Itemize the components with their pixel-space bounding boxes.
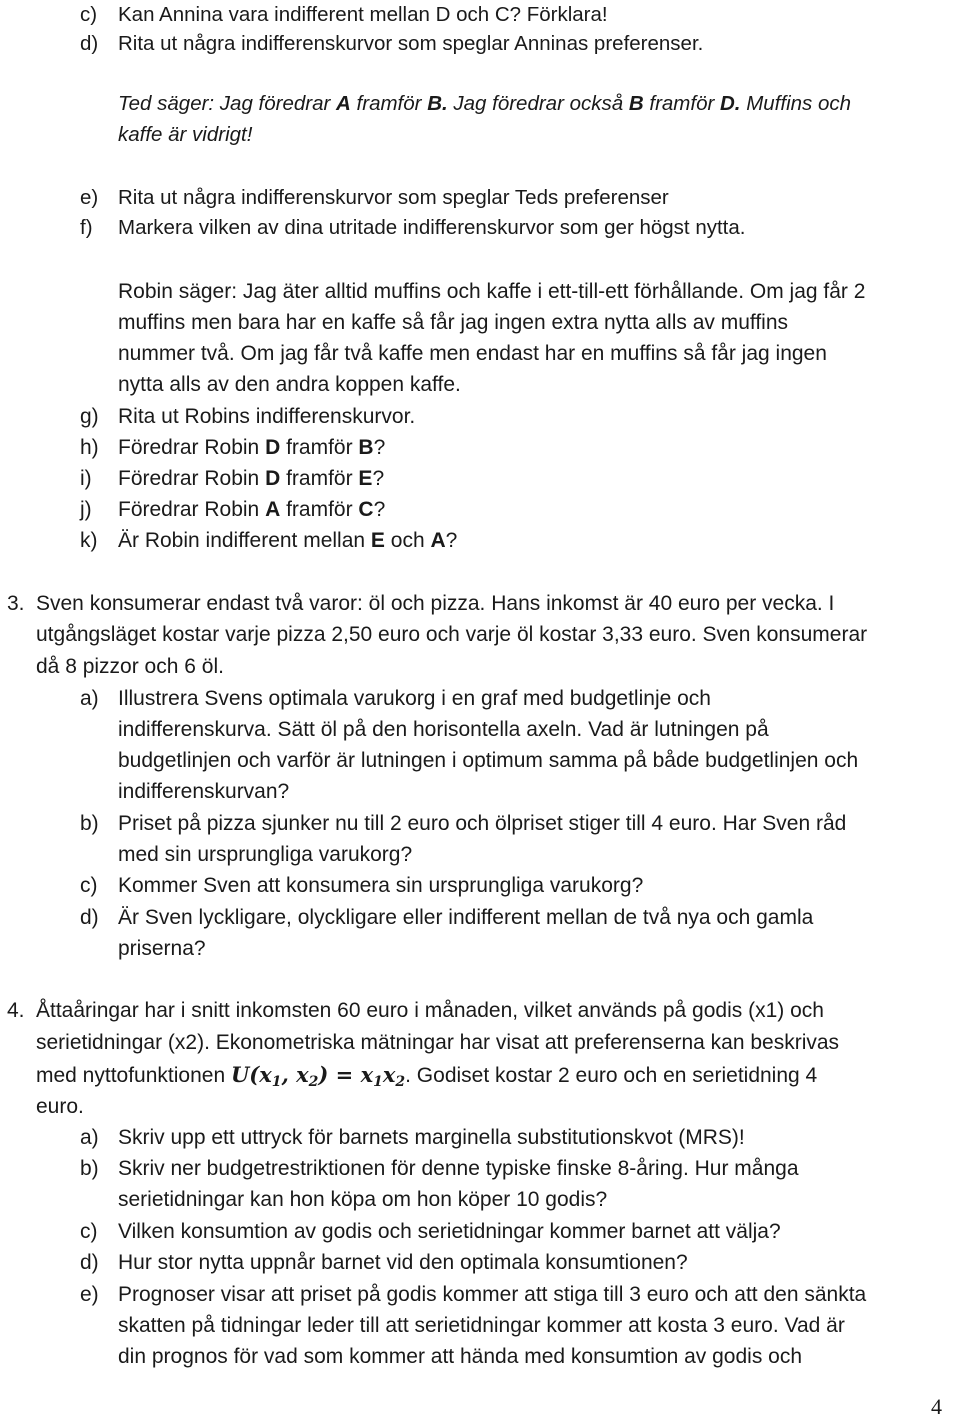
q3-item-b-line-2: med sin ursprungliga varukorg? (118, 843, 413, 866)
q3-item-d-line-2: priserna? (118, 937, 206, 960)
q3-item-a-line-4: indifferenskurvan? (118, 780, 290, 803)
q4-line-3: med nyttofunktionen $U(x_1$, $x_2) = x_1x_2$. Godiset kostar 2 euro och en serietidning 4 (36, 1062, 818, 1090)
item-h-robin: h) Föredrar Robin D framför B? (80, 436, 386, 459)
item-marker: d) (80, 32, 99, 55)
robin-line-3: nummer två. Om jag får två kaffe men endast har en muffins så får jag ingen (118, 342, 827, 365)
item-k-robin: k) Är Robin indifferent mellan E och A? (80, 529, 458, 552)
item-marker: f) (80, 216, 93, 239)
item-marker: h) (80, 436, 99, 459)
q3-item-a-line-3: budgetlinjen och varför är lutningen i optimum samma på både budgetlinjen och (118, 749, 859, 772)
q4-item-b-line-1: Skriv ner budgetrestriktionen för denne typiske finske 8-åring. Hur många (118, 1157, 799, 1180)
item-g-robin: g) Rita ut Robins indifferenskurvor. (80, 405, 416, 428)
q4-item-e-line-2: skatten på tidningar leder till att serietidningar kommer att kosta 3 euro. Vad är (118, 1314, 845, 1337)
q3-item-c-marker: c) (80, 874, 98, 897)
q3-item-d-marker: d) (80, 906, 99, 929)
q4-line-2: serietidningar (x2). Ekonometriska mätningar har visat att preferenserna kan beskrivas (36, 1031, 840, 1054)
item-d-top (80, 31, 703, 57)
ted-statement-line-1: Ted säger: Jag föredrar A framför B. Jag föredrar också B framför D. Muffins och (118, 92, 852, 115)
q3-line-3: då 8 pizzor och 6 öl. (36, 655, 224, 678)
q4-item-d-marker: d) (80, 1251, 99, 1274)
item-text: Markera vilken av dina utritade indifferenskurvor som ger högst nytta. (118, 216, 746, 239)
q4-item-b-line-2: serietidningar kan hon köpa om hon köper 10 godis? (118, 1188, 608, 1211)
item-marker: g) (80, 405, 99, 428)
q3-item-d-line-1: Är Sven lyckligare, olyckligare eller indifferent mellan de två nya och gamla (118, 906, 814, 929)
q4-item-b-marker: b) (80, 1157, 99, 1180)
robin-line-2: muffins men bara har en kaffe så får jag ingen extra nytta alls av muffins (118, 311, 789, 334)
q3-item-a-line-2: indifferenskurva. Sätt öl på den horisontella axeln. Vad är lutningen på (118, 718, 769, 741)
q3-item-a-marker: a) (80, 687, 99, 710)
q3-number: 3. (7, 592, 25, 615)
item-i-robin: i) Föredrar Robin D framför E? (80, 467, 385, 490)
q4-item-e-line-1: Prognoser visar att priset på godis kommer att stiga till 3 euro och att den sänkta (118, 1283, 867, 1306)
q4-number: 4. (7, 999, 25, 1022)
q3-item-a-line-1: Illustrera Svens optimala varukorg i en graf med budgetlinje och (118, 687, 711, 710)
q4-item-a-line-1: Skriv upp ett uttryck för barnets marginella substitutionskvot (MRS)! (118, 1126, 745, 1149)
item-marker: c) (80, 3, 98, 26)
item-f-ted (80, 215, 745, 241)
utility-formula: $U(x_1$, $x_2) = x_1x_2$ (230, 1062, 406, 1090)
robin-line-1: Robin säger: Jag äter alltid muffins och kaffe i ett-till-ett förhållande. Om jag får 2 (118, 280, 866, 303)
q4-item-a-marker: a) (80, 1126, 99, 1149)
item-c-top (80, 2, 608, 28)
q3-line-2: utgångsläget kostar varje pizza 2,50 euro och varje öl kostar 3,33 euro. Sven konsumerar (36, 623, 868, 646)
q4-line-4: euro. (36, 1095, 84, 1118)
q3-item-b-marker: b) (80, 812, 99, 835)
item-marker: i) (80, 467, 92, 490)
q4-item-c-marker: c) (80, 1220, 98, 1243)
q4-item-e-marker: e) (80, 1283, 99, 1306)
item-text: Rita ut några indifferenskurvor som speglar Teds preferenser (118, 186, 669, 209)
item-j-robin: j) Föredrar Robin A framför C? (80, 498, 386, 521)
ted-statement-line-2: kaffe är vidrigt! (118, 123, 253, 146)
q3-item-c-line-1: Kommer Sven att konsumera sin ursprungliga varukorg? (118, 874, 644, 897)
item-marker: j) (80, 498, 92, 521)
q4-line-1: Åttaåringar har i snitt inkomsten 60 euro i månaden, vilket används på godis (x1) och (36, 999, 824, 1022)
robin-line-4: nytta alls av den andra koppen kaffe. (118, 373, 461, 396)
page-number: 4 (931, 1394, 942, 1419)
item-text: Rita ut några indifferenskurvor som speglar Anninas preferenser. (118, 32, 704, 55)
q3-item-b-line-1: Priset på pizza sjunker nu till 2 euro och ölpriset stiger till 4 euro. Har Sven råd (118, 812, 847, 835)
q4-item-e-line-3: din prognos för vad som kommer att hända med konsumtion av godis och (118, 1345, 803, 1368)
item-text: Kan Annina vara indifferent mellan D och C? Förklara! (118, 3, 608, 26)
q3-line-1: Sven konsumerar endast två varor: öl och pizza. Hans inkomst är 40 euro per vecka. I (36, 592, 835, 615)
item-marker: e) (80, 186, 99, 209)
item-marker: k) (80, 529, 98, 552)
q4-item-d-line-1: Hur stor nytta uppnår barnet vid den optimala konsumtionen? (118, 1251, 688, 1274)
item-e-ted (80, 185, 669, 211)
q4-item-c-line-1: Vilken konsumtion av godis och serietidningar kommer barnet att välja? (118, 1220, 781, 1243)
